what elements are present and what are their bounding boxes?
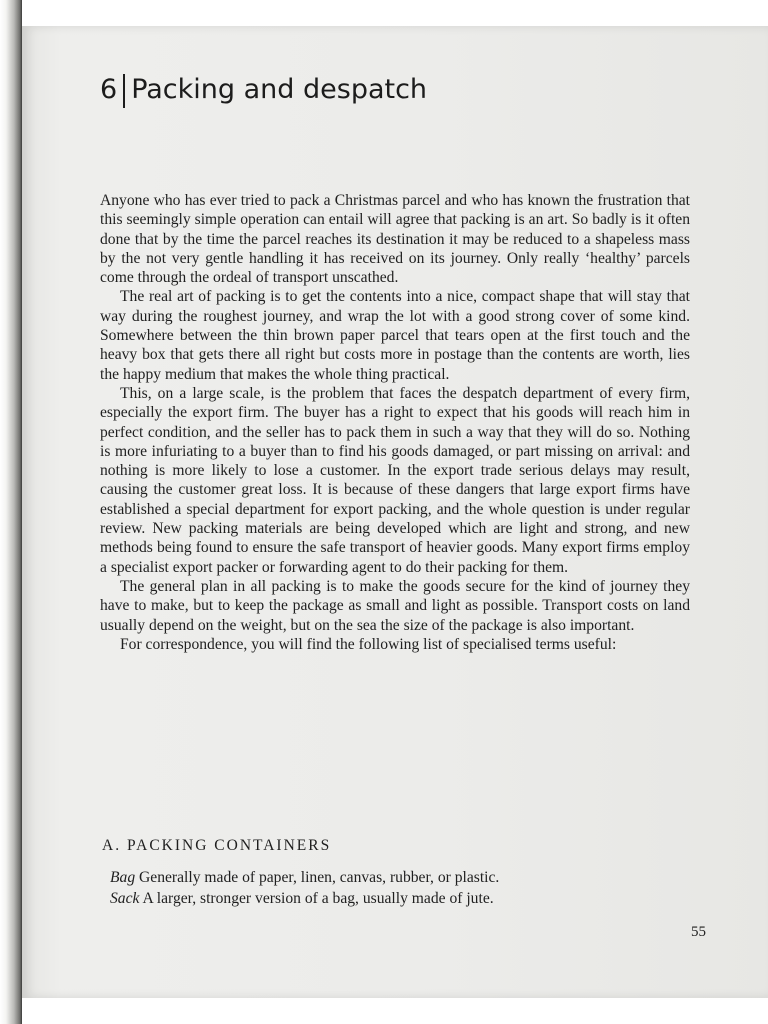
term-definition: Generally made of paper, linen, canvas, rubber, or plastic.	[139, 869, 500, 886]
book-page	[22, 26, 768, 998]
chapter-title: Packing and despatch	[131, 74, 428, 105]
page-number: 55	[691, 924, 706, 940]
chapter-body	[100, 191, 690, 654]
paragraph-2: The real art of packing is to get the contents into a nice, compact shape that will stay that way during the roughest journey, and wrap the lot with a good strong cover of some kind. Somewhere between the thin brown paper parcel that tears open at the first touch and the heavy box that gets there all right but costs more in postage than the contents are worth, lies the happy medium that makes the whole thing practical.	[100, 288, 690, 383]
term-entry	[110, 888, 690, 909]
section-heading: A. PACKING CONTAINERS	[102, 837, 332, 854]
paragraph-4: The general plan in all packing is to make the goods secure for the kind of journey they have to make, but to keep the package as small and light as possible. Transport costs on land usually depend on the weight, but on the sea the size of the package is also important.	[100, 577, 690, 634]
terms-list	[110, 867, 690, 909]
term-word: Sack	[110, 890, 140, 907]
term-entry	[110, 867, 690, 888]
paragraph-3: This, on a large scale, is the problem that faces the despatch department of every firm, especially the export firm. The buyer has a right to expect that his goods will reach him in perfect condition, and the seller has to pack them in such a way that they will do so. Nothing is more infuriating to a buyer than to find his goods damaged, or part missing on arrival: and nothing is more likely to lose a customer. In the export trade serious delays may result, causing the customer great loss. It is because of these dangers that large export firms have established a special department for export packing, and the whole question is under regular review. New packing materials are being developed which are light and strong, and new methods being found to ensure the safe transport of heavier goods. Many export firms employ a specialist export packer or forwarding agent to do their packing for them.	[100, 384, 690, 576]
paragraph-5: For correspondence, you will find the following list of specialised terms useful:	[120, 635, 617, 653]
term-word: Bag	[110, 869, 136, 886]
chapter-heading	[100, 72, 427, 108]
chapter-separator	[123, 74, 125, 108]
term-definition: A larger, stronger version of a bag, usually made of jute.	[142, 890, 494, 907]
book-gutter	[0, 0, 22, 1024]
paragraph-1: Anyone who has ever tried to pack a Christmas parcel and who has known the frustration that this seemingly simple operation can entail will agree that packing is an art. So badly is it often done that by the time the parcel reaches its destination it may be reduced to a shapeless mass by the not very gentle handling it has received on its journey. Only really ‘healthy’ parcels come through the ordeal of transport unscathed.	[100, 192, 690, 287]
chapter-number: 6	[100, 74, 118, 105]
